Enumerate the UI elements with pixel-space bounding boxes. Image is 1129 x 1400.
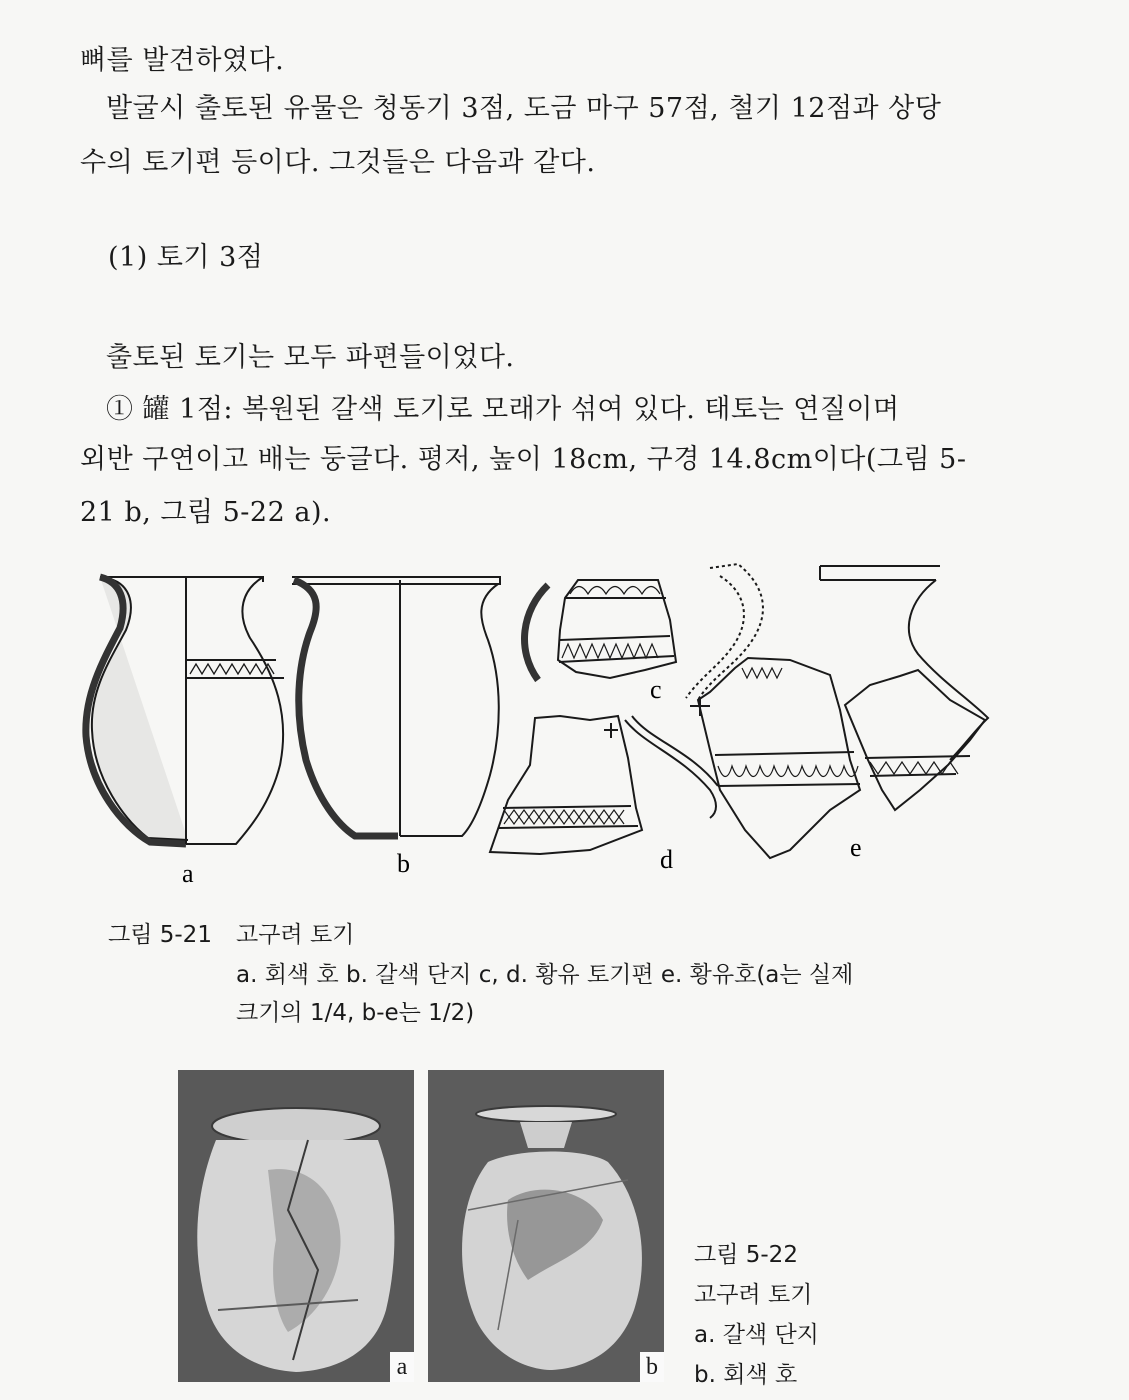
vessel-e-drawing	[686, 564, 988, 858]
vessel-a-drawing	[86, 577, 284, 844]
body-text-line: 뼈를 발견하였다.	[80, 45, 285, 76]
label-b: b	[397, 849, 410, 878]
fragment-d-drawing	[490, 716, 718, 854]
body-text-line: 출토된 토기는 모두 파편들이었다.	[106, 342, 515, 373]
section-heading: (1) 토기 3점	[108, 242, 264, 273]
body-text-line: 수의 토기편 등이다. 그것들은 다음과 같다.	[80, 147, 596, 178]
label-a: a	[182, 859, 194, 888]
figure-21-caption-title: 고구려 토기	[236, 922, 355, 948]
figure-21-caption-number: 그림 5-21	[108, 922, 212, 948]
body-text-line: 21 b, 그림 5-22 a).	[80, 497, 332, 528]
figure-21-caption-line: 크기의 1/4, b-e는 1/2)	[236, 1000, 475, 1026]
body-text-line: ① 罐 1점: 복원된 갈색 토기로 모래가 섞여 있다. 태토는 연질이며	[106, 394, 900, 425]
photo-a-vessel	[178, 1070, 414, 1382]
figure-22-caption-line: b. 회색 호	[694, 1362, 798, 1388]
body-text-line: 외반 구연이고 배는 둥글다. 평저, 높이 18cm, 구경 14.8cm이다(그림 5-	[80, 444, 967, 475]
vessel-b-drawing	[292, 577, 500, 836]
photo-a-label: a	[390, 1352, 414, 1382]
photo-b	[428, 1070, 664, 1382]
pottery-drawings-figure	[70, 550, 1030, 900]
figure-22-caption-number: 그림 5-22	[694, 1242, 798, 1268]
figure-22-caption-title: 고구려 토기	[694, 1282, 813, 1308]
label-c: c	[650, 675, 662, 704]
fragment-c-drawing	[525, 580, 676, 680]
label-d: d	[660, 845, 673, 874]
label-e: e	[850, 833, 862, 862]
photo-a	[178, 1070, 414, 1382]
photo-b-vessel	[428, 1070, 664, 1382]
figure-21-caption-line: a. 회색 호 b. 갈색 단지 c, d. 황유 토기편 e. 황유호(a는 실제	[236, 962, 854, 988]
body-text-line: 발굴시 출토된 유물은 청동기 3점, 도금 마구 57점, 철기 12점과 상당	[106, 93, 942, 124]
figure-22-caption-line: a. 갈색 단지	[694, 1322, 819, 1348]
photo-b-label: b	[640, 1352, 664, 1382]
